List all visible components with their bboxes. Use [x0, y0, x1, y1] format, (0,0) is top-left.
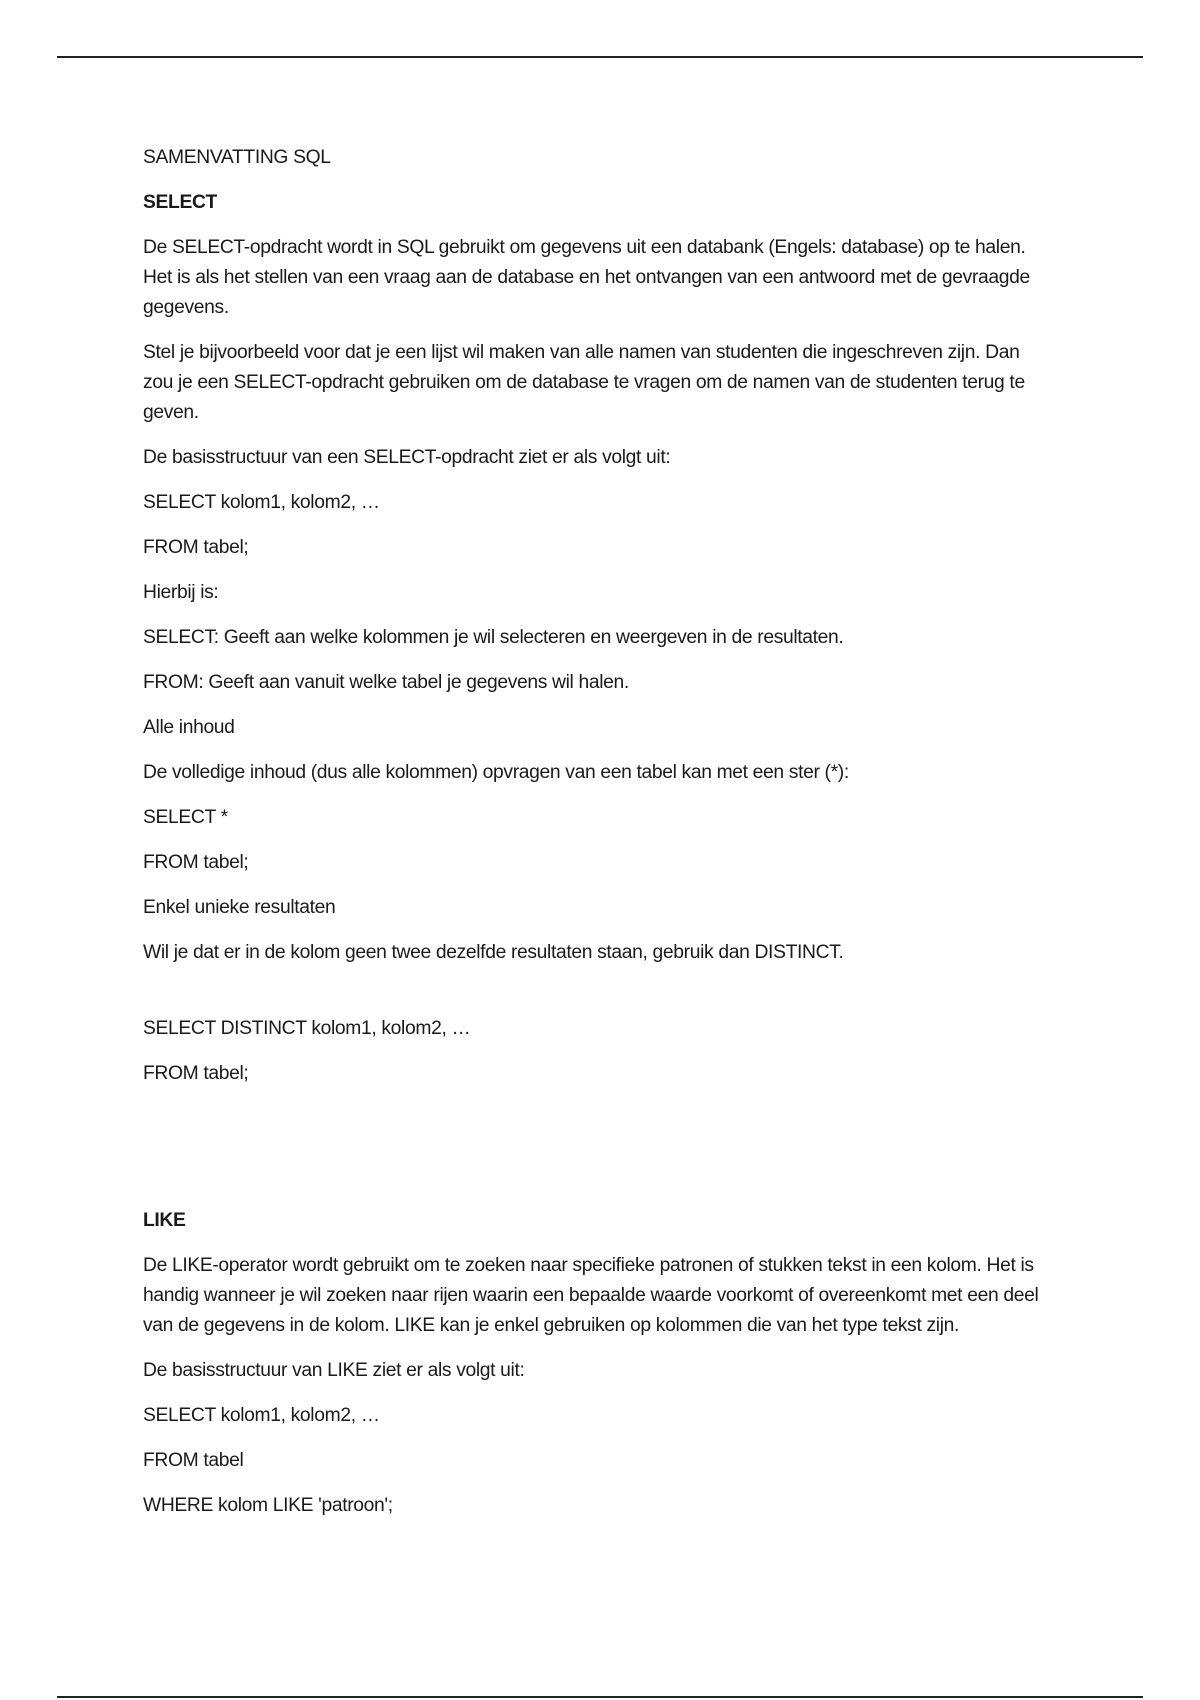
from-explanation: FROM: Geeft aan vanuit welke tabel je gegevens wil halen. [143, 672, 629, 693]
select-structure-intro: De basisstructuur van een SELECT-opdracht ziet er als volgt uit: [143, 447, 671, 468]
all-content-subheading: Alle inhoud [143, 717, 235, 738]
header-rule [57, 56, 1143, 58]
all-content-paragraph: De volledige inhoud (dus alle kolommen) opvragen van een tabel kan met een ster (*): [143, 762, 849, 783]
select-code-line-1: SELECT kolom1, kolom2, … [143, 492, 380, 513]
document-body [143, 143, 1043, 1536]
like-code-line-1: SELECT kolom1, kolom2, … [143, 1405, 380, 1426]
like-intro-paragraph: De LIKE-operator wordt gebruikt om te zoeken naar specifieke patronen of stukken tekst in een kolom. Het is handig wanneer je wil zoeken naar rijen waarin een bepaalde waarde voorkomt of overeenkomt met een deel van de gegevens in de kolom. LIKE kan je enkel gebruiken op kolommen die van het type tekst zijn. [143, 1255, 1039, 1336]
like-heading: LIKE [143, 1210, 186, 1231]
select-example-paragraph: Stel je bijvoorbeeld voor dat je een lijst wil maken van alle namen van studenten die ingeschreven zijn. Dan zou je een SELECT-opdracht gebruiken om de database te vragen om de namen van de studenten terug te geven. [143, 342, 1025, 423]
like-code-line-2: FROM tabel [143, 1450, 244, 1471]
footer-rule [57, 1696, 1143, 1698]
unique-paragraph: Wil je dat er in de kolom geen twee dezelfde resultaten staan, gebruik dan DISTINCT. [143, 942, 844, 963]
like-structure-intro: De basisstructuur van LIKE ziet er als volgt uit: [143, 1360, 525, 1381]
distinct-code-line-2: FROM tabel; [143, 1063, 249, 1084]
hierbij-label: Hierbij is: [143, 582, 219, 603]
document-title: SAMENVATTING SQL [143, 147, 331, 168]
like-code-line-3: WHERE kolom LIKE 'patroon'; [143, 1495, 393, 1516]
distinct-code-line-1: SELECT DISTINCT kolom1, kolom2, … [143, 1018, 471, 1039]
unique-subheading: Enkel unieke resultaten [143, 897, 336, 918]
select-explanation: SELECT: Geeft aan welke kolommen je wil selecteren en weergeven in de resultaten. [143, 627, 844, 648]
star-code-line-1: SELECT * [143, 807, 228, 828]
select-heading: SELECT [143, 192, 217, 213]
select-code-line-2: FROM tabel; [143, 537, 249, 558]
section-spacer [143, 1104, 1043, 1206]
select-intro-paragraph: De SELECT-opdracht wordt in SQL gebruikt om gegevens uit een databank (Engels: database) op te halen. Het is als het stellen van een vraag aan de database en het ontvangen van een antwoord met de gevraagde gegevens. [143, 237, 1030, 318]
star-code-line-2: FROM tabel; [143, 852, 249, 873]
